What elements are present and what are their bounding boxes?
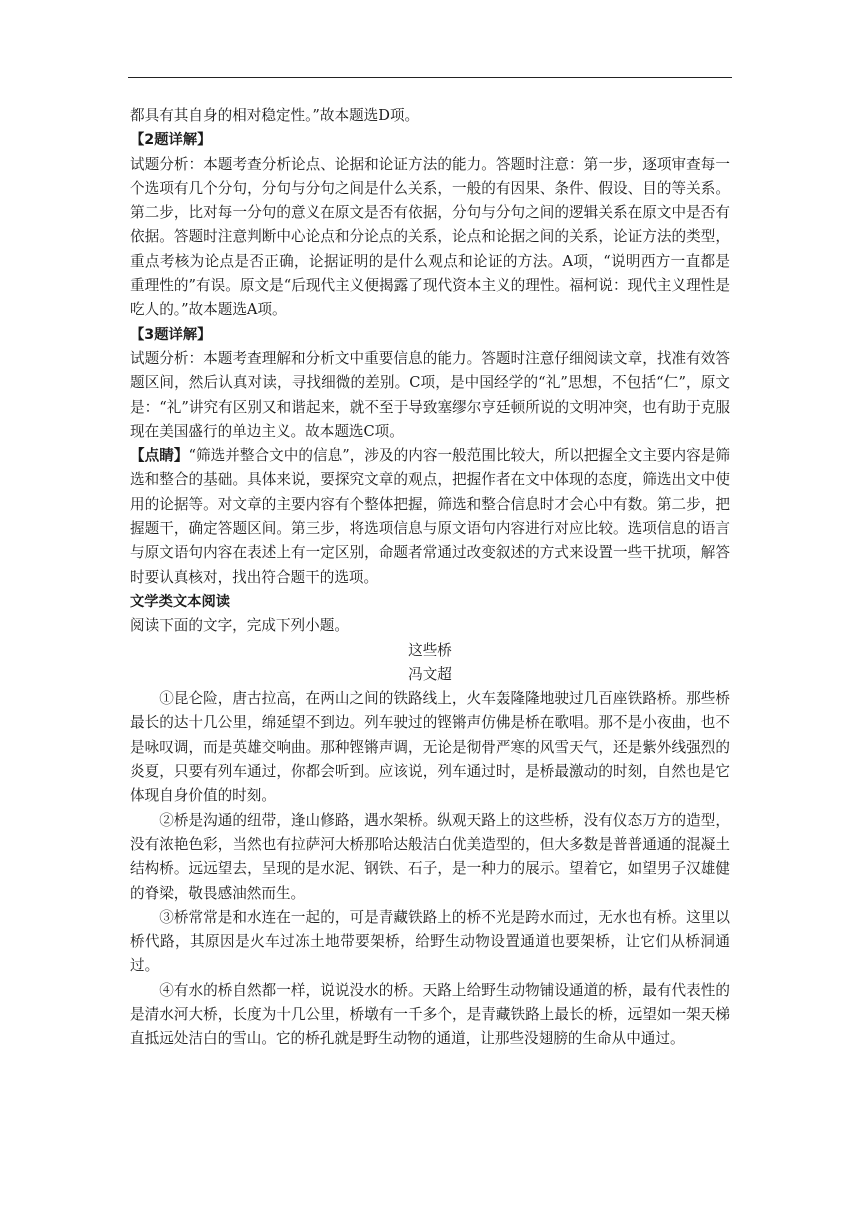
q2-analysis: 试题分析：本题考查分析论点、论据和论证方法的能力。答题时注意：第一步，逐项审查每一个选项有几个分句，分句与分句之间是什么关系，一般的有因果、条件、假设、目的等关系。第二步，比对每一分句的意义在原文是否有依据，分句与分句之间的逻辑关系在原文中是否有依据。答题时注意判断中心论点和分论点的关系，论点和论据之间的关系，论证方法的类型，重点考核为论点是否正确，论据证明的是什么观点和论证的方法。A项，“说明西方一直都是重理性的”有误。原文是“后现代主义便揭露了现代资本主义的理性。福柯说：现代主义理性是吃人的。”故本题选A项。 (130, 155, 730, 319)
previous-answer-tail: 都具有其自身的相对稳定性。”故本题选D项。 (130, 107, 420, 124)
reading-instruction: 阅读下面的文字，完成下列小题。 (130, 617, 349, 635)
article-paragraph-2: ②桥是沟通的纽带，逢山修路，遇水架桥。纵观天路上的这些桥，没有仪态万方的造型，没有浓艳色彩，当然也有拉萨河大桥那哈达般洁白优美造型的，但大多数是普普通通的混凝土结构桥。远远望去，呈现的是水泥、钢铁、石子，是一种力的展示。望着它，如望男子汉雄健的脊梁，敬畏感油然而生。 (130, 811, 730, 902)
tip-body: “筛选并整合文中的信息”，涉及的内容一般范围比较大，所以把握全文主要内容是筛选和整合的基础。具体来说，要探究文章的观点，把握作者在文中体现的态度，筛选出文中使用的论据等。对文章的主要内容有个整体把握，筛选和整合信息时才会心中有数。第二步，把握题干，确定答题区间。第三步，将选项信息与原文语句内容进行对应比较。选项信息的语言与原文语句内容在表述上有一定区别，命题者常通过改变叙述的方式来设置一些干扰项，解答时要认真核对，找出符合题干的选项。 (130, 447, 730, 586)
article-paragraph-3: ③桥常常是和水连在一起的，可是青藏铁路上的桥不光是跨水而过，无水也有桥。这里以桥代路，其原因是火车过冻土地带要架桥，给野生动物设置通道也要架桥，让它们从桥洞通过。 (130, 908, 730, 975)
q3-analysis: 试题分析：本题考查理解和分析文中重要信息的能力。答题时注意仔细阅读文章，找准有效答题区间，然后认真对读，寻找细微的差别。C项，是中国经学的“礼”思想，不包括“仁”，原文是：“礼”讲究有区别又和谐起来，就不至于导致塞缪尔亨廷顿所说的文明冲突，也有助于克服现在美国盛行的单边主义。故本题选C项。 (130, 349, 730, 440)
article-author: 冯文超 (408, 665, 452, 683)
header-rule (128, 77, 732, 78)
q3-heading: 【3题详解】 (130, 326, 212, 343)
q2-heading: 【2题详解】 (130, 132, 212, 149)
literary-section-title: 文学类文本阅读 (130, 593, 231, 610)
tip-paragraph (130, 444, 730, 590)
article-title: 这些桥 (408, 641, 452, 659)
document-content (130, 104, 730, 1052)
tip-label: 【点睛】 (130, 447, 189, 465)
article-paragraph-1: ①昆仑险，唐古拉高，在两山之间的铁路线上，火车轰隆隆地驶过几百座铁路桥。那些桥最长的达十几公里，绵延望不到边。列车驶过的铿锵声仿佛是桥在歌唱。那不是小夜曲，也不是咏叹调，而是英雄交响曲。那种铿锵声调，无论是彻骨严寒的风雪天气，还是紫外线强烈的炎夏，只要有列车通过，你都会听到。应该说，列车通过时，是桥最激动的时刻，自然也是它体现自身价值的时刻。 (130, 690, 730, 805)
article-paragraph-4: ④有水的桥自然都一样，说说没水的桥。天路上给野生动物铺设通道的桥，最有代表性的是清水河大桥，长度为十几公里，桥墩有一千多个，是青藏铁路上最长的桥，远望如一架天梯直抵远处洁白的雪山。它的桥孔就是野生动物的通道，让那些没翅膀的生命从中通过。 (130, 981, 730, 1048)
